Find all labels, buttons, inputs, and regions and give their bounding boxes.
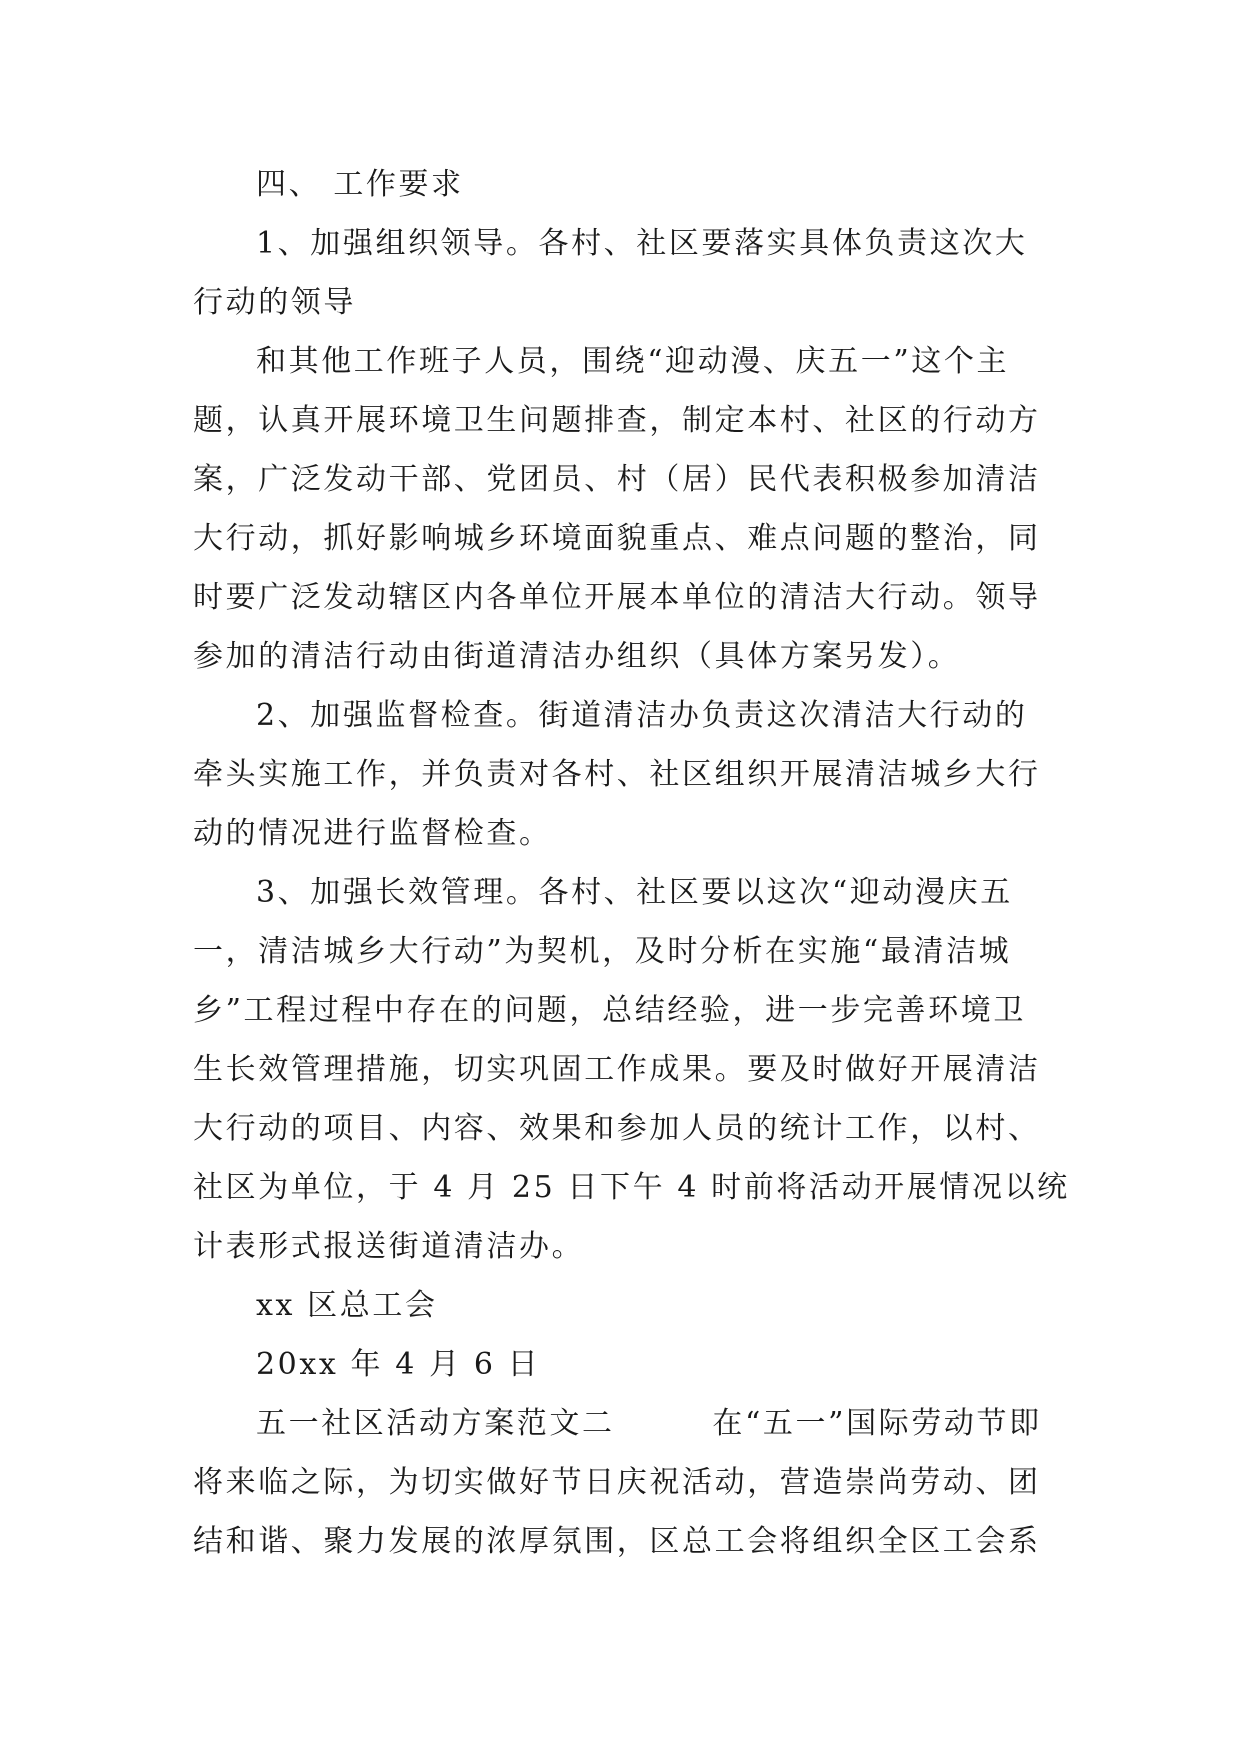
paragraph-line: 五一社区活动方案范文二 在“五一”国际劳动节即 — [256, 1406, 1042, 1441]
paragraph-line: 生长效管理措施，切实巩固工作成果。要及时做好开展清洁 — [193, 1052, 1041, 1087]
paragraph-line: 参加的清洁行动由街道清洁办组织（具体方案另发）。 — [193, 639, 961, 674]
paragraph-line: 将来临之际，为切实做好节日庆祝活动，营造崇尚劳动、团 — [193, 1465, 1041, 1500]
paragraph-line: 结和谐、聚力发展的浓厚氛围，区总工会将组织全区工会系 — [193, 1524, 1041, 1559]
paragraph-line: 2、加强监督检查。街道清洁办负责这次清洁大行动的 — [256, 698, 1028, 733]
paragraph-line: 计表形式报送街道清洁办。 — [193, 1229, 585, 1264]
paragraph-line: 1、加强组织领导。各村、社区要落实具体负责这次大 — [256, 226, 1028, 261]
paragraph-line: 行动的领导 — [193, 285, 356, 320]
paragraph-line: 牵头实施工作，并负责对各村、社区组织开展清洁城乡大行 — [193, 757, 1041, 792]
paragraph-line: 案，广泛发动干部、党团员、村（居）民代表积极参加清洁 — [193, 462, 1041, 497]
paragraph-line: 一，清洁城乡大行动”为契机，及时分析在实施“最清洁城 — [193, 934, 1012, 969]
paragraph-line: 大行动，抓好影响城乡环境面貌重点、难点问题的整治，同 — [193, 521, 1041, 556]
paragraph-line: 和其他工作班子人员，围绕“迎动漫、庆五一”这个主 — [256, 344, 1010, 379]
paragraph-line: 大行动的项目、内容、效果和参加人员的统计工作，以村、 — [193, 1111, 1041, 1146]
paragraph-line: 时要广泛发动辖区内各单位开展本单位的清洁大行动。领导 — [193, 580, 1041, 615]
section-heading: 四、 工作要求 — [256, 167, 464, 202]
paragraph-line: 3、加强长效管理。各村、社区要以这次“迎动漫庆五 — [256, 875, 1013, 910]
paragraph-line: 乡”工程过程中存在的问题，总结经验，进一步完善环境卫 — [193, 993, 1026, 1028]
signature-date: 20xx 年 4 月 6 日 — [256, 1347, 541, 1382]
paragraph-line: 动的情况进行监督检查。 — [193, 816, 552, 851]
signature-organization: xx 区总工会 — [256, 1288, 438, 1323]
paragraph-line: 社区为单位，于 4 月 25 日下午 4 时前将活动开展情况以统 — [193, 1170, 1070, 1205]
paragraph-line: 题，认真开展环境卫生问题排查，制定本村、社区的行动方 — [193, 403, 1041, 438]
